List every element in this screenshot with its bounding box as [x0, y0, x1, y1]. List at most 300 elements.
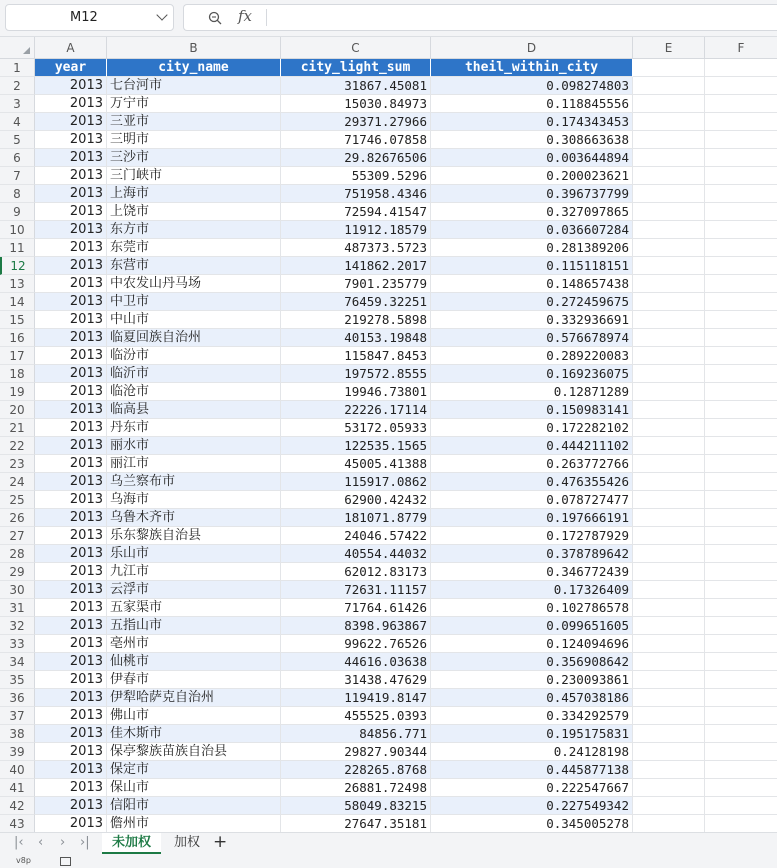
- last-sheet-icon[interactable]: ›|: [80, 835, 90, 850]
- next-sheet-icon[interactable]: ›: [60, 835, 66, 850]
- cell-city-name[interactable]: 三门峡市: [107, 167, 281, 185]
- cell[interactable]: [705, 527, 777, 545]
- cell-theil-within-city[interactable]: 0.195175831: [431, 725, 633, 743]
- cell-city-name[interactable]: 东营市: [107, 257, 281, 275]
- select-all-corner[interactable]: [0, 37, 35, 59]
- row-header[interactable]: 28: [0, 545, 35, 563]
- cell-theil-within-city[interactable]: 0.197666191: [431, 509, 633, 527]
- cell-year[interactable]: 2013: [35, 797, 107, 815]
- cell-city-light-sum[interactable]: 62900.42432: [281, 491, 431, 509]
- cell[interactable]: [705, 761, 777, 779]
- row-header[interactable]: 2: [0, 77, 35, 95]
- cell-city-light-sum[interactable]: 29.82676506: [281, 149, 431, 167]
- cell-city-light-sum[interactable]: 29371.27966: [281, 113, 431, 131]
- cell[interactable]: [633, 815, 705, 832]
- tab-unweighted[interactable]: 未加权: [102, 833, 161, 854]
- cell-year[interactable]: 2013: [35, 527, 107, 545]
- cell[interactable]: [705, 383, 777, 401]
- cell[interactable]: [633, 689, 705, 707]
- cell[interactable]: [633, 95, 705, 113]
- cell[interactable]: [633, 743, 705, 761]
- prev-sheet-icon[interactable]: ‹: [38, 835, 44, 850]
- cell[interactable]: [633, 563, 705, 581]
- cell-year[interactable]: 2013: [35, 581, 107, 599]
- cell[interactable]: [633, 635, 705, 653]
- formula-input[interactable]: [183, 4, 777, 31]
- cell-city-light-sum[interactable]: 122535.1565: [281, 437, 431, 455]
- cell-year[interactable]: 2013: [35, 311, 107, 329]
- cell-theil-within-city[interactable]: 0.124094696: [431, 635, 633, 653]
- cell[interactable]: [633, 509, 705, 527]
- column-header-a[interactable]: A: [35, 37, 107, 59]
- cell-year[interactable]: 2013: [35, 347, 107, 365]
- chevron-down-icon[interactable]: [156, 9, 167, 20]
- cell-city-name[interactable]: 乐东黎族自治县: [107, 527, 281, 545]
- cell-city-light-sum[interactable]: 71746.07858: [281, 131, 431, 149]
- column-header-d[interactable]: D: [431, 37, 633, 59]
- cell-theil-within-city[interactable]: 0.102786578: [431, 599, 633, 617]
- cell-city-light-sum[interactable]: 19946.73801: [281, 383, 431, 401]
- cell-city-name[interactable]: 中农发山丹马场: [107, 275, 281, 293]
- cell-year[interactable]: 2013: [35, 671, 107, 689]
- row-header[interactable]: 8: [0, 185, 35, 203]
- cell-year[interactable]: 2013: [35, 329, 107, 347]
- row-header[interactable]: 18: [0, 365, 35, 383]
- cell-city-name[interactable]: 亳州市: [107, 635, 281, 653]
- cell-city-light-sum[interactable]: 197572.8555: [281, 365, 431, 383]
- cell[interactable]: [705, 473, 777, 491]
- cell-city-light-sum[interactable]: 24046.57422: [281, 527, 431, 545]
- cell-year[interactable]: 2013: [35, 185, 107, 203]
- cell-city-light-sum[interactable]: 22226.17114: [281, 401, 431, 419]
- cell[interactable]: [633, 491, 705, 509]
- cell-city-name[interactable]: 临沂市: [107, 365, 281, 383]
- cell-year[interactable]: 2013: [35, 419, 107, 437]
- row-header[interactable]: 40: [0, 761, 35, 779]
- cell[interactable]: [633, 671, 705, 689]
- cell-theil-within-city[interactable]: 0.332936691: [431, 311, 633, 329]
- cell[interactable]: [633, 347, 705, 365]
- cell-city-name[interactable]: 乐山市: [107, 545, 281, 563]
- tab-weighted[interactable]: 加权: [174, 835, 201, 850]
- cell-theil-within-city[interactable]: 0.12871289: [431, 383, 633, 401]
- row-header[interactable]: 1: [0, 59, 35, 77]
- cell-year[interactable]: 2013: [35, 239, 107, 257]
- cell[interactable]: [633, 257, 705, 275]
- cell-theil-within-city[interactable]: 0.003644894: [431, 149, 633, 167]
- cell[interactable]: [633, 221, 705, 239]
- cell-city-light-sum[interactable]: 31867.45081: [281, 77, 431, 95]
- row-header[interactable]: 37: [0, 707, 35, 725]
- cell-theil-within-city[interactable]: 0.230093861: [431, 671, 633, 689]
- cell-year[interactable]: 2013: [35, 203, 107, 221]
- cell-city-light-sum[interactable]: 31438.47629: [281, 671, 431, 689]
- cell[interactable]: [633, 131, 705, 149]
- row-header[interactable]: 5: [0, 131, 35, 149]
- cell-year[interactable]: 2013: [35, 743, 107, 761]
- cell-city-light-sum[interactable]: 72594.41547: [281, 203, 431, 221]
- cell-city-light-sum[interactable]: 55309.5296: [281, 167, 431, 185]
- cell[interactable]: [633, 725, 705, 743]
- cell-city-light-sum[interactable]: 62012.83173: [281, 563, 431, 581]
- cell[interactable]: [705, 149, 777, 167]
- cell-city-name[interactable]: 中卫市: [107, 293, 281, 311]
- cell-city-light-sum[interactable]: 53172.05933: [281, 419, 431, 437]
- cell-city-name[interactable]: 临夏回族自治州: [107, 329, 281, 347]
- row-header[interactable]: 10: [0, 221, 35, 239]
- name-box[interactable]: [5, 4, 174, 31]
- cell-theil-within-city[interactable]: 0.169236075: [431, 365, 633, 383]
- cell-city-light-sum[interactable]: 11912.18579: [281, 221, 431, 239]
- cell-year[interactable]: 2013: [35, 563, 107, 581]
- cell-year[interactable]: 2013: [35, 383, 107, 401]
- cell[interactable]: [705, 725, 777, 743]
- cell-city-light-sum[interactable]: 29827.90344: [281, 743, 431, 761]
- cell-year[interactable]: 2013: [35, 599, 107, 617]
- cell[interactable]: [705, 437, 777, 455]
- row-header[interactable]: 26: [0, 509, 35, 527]
- column-header-f[interactable]: F: [705, 37, 777, 59]
- cell[interactable]: [705, 167, 777, 185]
- row-header[interactable]: 30: [0, 581, 35, 599]
- cell-city-name[interactable]: 乌兰察布市: [107, 473, 281, 491]
- cell-city-name[interactable]: 临汾市: [107, 347, 281, 365]
- cell-theil-within-city[interactable]: 0.334292579: [431, 707, 633, 725]
- cell-city-name[interactable]: 云浮市: [107, 581, 281, 599]
- cell-year[interactable]: 2013: [35, 167, 107, 185]
- cell-year[interactable]: 2013: [35, 779, 107, 797]
- cell-year[interactable]: 2013: [35, 401, 107, 419]
- cell-city-name[interactable]: 三沙市: [107, 149, 281, 167]
- cell-city-name[interactable]: 乌鲁木齐市: [107, 509, 281, 527]
- cell[interactable]: [633, 113, 705, 131]
- cell-city-name[interactable]: 佛山市: [107, 707, 281, 725]
- cell-year[interactable]: 2013: [35, 761, 107, 779]
- cell-theil-within-city[interactable]: 0.272459675: [431, 293, 633, 311]
- cell[interactable]: [633, 599, 705, 617]
- cell-city-name[interactable]: 东方市: [107, 221, 281, 239]
- column-header-e[interactable]: E: [633, 37, 705, 59]
- cell[interactable]: [705, 59, 777, 77]
- header-cell-year[interactable]: year: [35, 59, 107, 77]
- cell[interactable]: [633, 617, 705, 635]
- cell[interactable]: [633, 293, 705, 311]
- cell-theil-within-city[interactable]: 0.346772439: [431, 563, 633, 581]
- cell-city-name[interactable]: 丹东市: [107, 419, 281, 437]
- cell-city-name[interactable]: 九江市: [107, 563, 281, 581]
- cell[interactable]: [705, 779, 777, 797]
- cell-theil-within-city[interactable]: 0.118845556: [431, 95, 633, 113]
- cell[interactable]: [633, 77, 705, 95]
- row-header[interactable]: 13: [0, 275, 35, 293]
- cell[interactable]: [633, 383, 705, 401]
- cell-city-name[interactable]: 伊犁哈萨克自治州: [107, 689, 281, 707]
- page-view-icon[interactable]: [60, 857, 71, 866]
- row-header[interactable]: 6: [0, 149, 35, 167]
- cell-year[interactable]: 2013: [35, 689, 107, 707]
- cell-city-name[interactable]: 三亚市: [107, 113, 281, 131]
- cell[interactable]: [705, 275, 777, 293]
- cell-theil-within-city[interactable]: 0.396737799: [431, 185, 633, 203]
- row-header[interactable]: 7: [0, 167, 35, 185]
- cell-theil-within-city[interactable]: 0.174343453: [431, 113, 633, 131]
- cell[interactable]: [633, 581, 705, 599]
- cell-city-name[interactable]: 儋州市: [107, 815, 281, 832]
- cell-theil-within-city[interactable]: 0.172787929: [431, 527, 633, 545]
- cell-theil-within-city[interactable]: 0.457038186: [431, 689, 633, 707]
- cell-city-light-sum[interactable]: 45005.41388: [281, 455, 431, 473]
- row-header[interactable]: 11: [0, 239, 35, 257]
- cell-city-light-sum[interactable]: 71764.61426: [281, 599, 431, 617]
- cell[interactable]: [633, 203, 705, 221]
- cell-year[interactable]: 2013: [35, 707, 107, 725]
- cell[interactable]: [705, 419, 777, 437]
- cell[interactable]: [633, 311, 705, 329]
- cell-theil-within-city[interactable]: 0.308663638: [431, 131, 633, 149]
- cell-city-light-sum[interactable]: 487373.5723: [281, 239, 431, 257]
- cell-city-light-sum[interactable]: 115917.0862: [281, 473, 431, 491]
- cell-city-light-sum[interactable]: 219278.5898: [281, 311, 431, 329]
- row-header[interactable]: 29: [0, 563, 35, 581]
- cell-city-light-sum[interactable]: 26881.72498: [281, 779, 431, 797]
- cell-city-light-sum[interactable]: 76459.32251: [281, 293, 431, 311]
- cell[interactable]: [633, 401, 705, 419]
- cell[interactable]: [705, 239, 777, 257]
- cell-year[interactable]: 2013: [35, 275, 107, 293]
- row-header[interactable]: 36: [0, 689, 35, 707]
- cell-city-name[interactable]: 七台河市: [107, 77, 281, 95]
- cell[interactable]: [633, 797, 705, 815]
- cell-city-name[interactable]: 五家渠市: [107, 599, 281, 617]
- cell-theil-within-city[interactable]: 0.263772766: [431, 455, 633, 473]
- cell-city-name[interactable]: 临沧市: [107, 383, 281, 401]
- cell[interactable]: [633, 239, 705, 257]
- cell-theil-within-city[interactable]: 0.445877138: [431, 761, 633, 779]
- row-header[interactable]: 27: [0, 527, 35, 545]
- cell[interactable]: [633, 275, 705, 293]
- cell-theil-within-city[interactable]: 0.476355426: [431, 473, 633, 491]
- cell-theil-within-city[interactable]: 0.148657438: [431, 275, 633, 293]
- cell-city-name[interactable]: 中山市: [107, 311, 281, 329]
- first-sheet-icon[interactable]: |‹: [14, 835, 24, 850]
- zoom-icon[interactable]: [208, 11, 222, 25]
- row-header[interactable]: 4: [0, 113, 35, 131]
- cell[interactable]: [633, 455, 705, 473]
- cell-city-name[interactable]: 信阳市: [107, 797, 281, 815]
- cell[interactable]: [633, 707, 705, 725]
- cell-theil-within-city[interactable]: 0.098274803: [431, 77, 633, 95]
- cell-year[interactable]: 2013: [35, 77, 107, 95]
- row-header[interactable]: 19: [0, 383, 35, 401]
- cell-theil-within-city[interactable]: 0.576678974: [431, 329, 633, 347]
- cell-year[interactable]: 2013: [35, 149, 107, 167]
- row-header[interactable]: 42: [0, 797, 35, 815]
- cell-city-name[interactable]: 上海市: [107, 185, 281, 203]
- cell[interactable]: [705, 797, 777, 815]
- cell-city-light-sum[interactable]: 8398.963867: [281, 617, 431, 635]
- cell[interactable]: [705, 635, 777, 653]
- cell-year[interactable]: 2013: [35, 437, 107, 455]
- cell-city-name[interactable]: 保定市: [107, 761, 281, 779]
- cell-city-name[interactable]: 上饶市: [107, 203, 281, 221]
- cell-city-light-sum[interactable]: 72631.11157: [281, 581, 431, 599]
- cell[interactable]: [705, 617, 777, 635]
- cell-city-name[interactable]: 保山市: [107, 779, 281, 797]
- cell-year[interactable]: 2013: [35, 509, 107, 527]
- cell[interactable]: [705, 185, 777, 203]
- row-header[interactable]: 43: [0, 815, 35, 832]
- row-header[interactable]: 34: [0, 653, 35, 671]
- cell-city-name[interactable]: 三明市: [107, 131, 281, 149]
- cell[interactable]: [633, 329, 705, 347]
- cell[interactable]: [705, 689, 777, 707]
- cell-year[interactable]: 2013: [35, 113, 107, 131]
- spreadsheet-grid[interactable]: [0, 37, 777, 832]
- cell-city-light-sum[interactable]: 7901.235779: [281, 275, 431, 293]
- cell[interactable]: [633, 185, 705, 203]
- cell-theil-within-city[interactable]: 0.444211102: [431, 437, 633, 455]
- row-header[interactable]: 21: [0, 419, 35, 437]
- cell-year[interactable]: 2013: [35, 221, 107, 239]
- cell-city-light-sum[interactable]: 181071.8779: [281, 509, 431, 527]
- cell[interactable]: [633, 59, 705, 77]
- header-cell-city-light-sum[interactable]: city_light_sum: [281, 59, 431, 77]
- cell-year[interactable]: 2013: [35, 815, 107, 832]
- cell[interactable]: [705, 131, 777, 149]
- cell-city-light-sum[interactable]: 15030.84973: [281, 95, 431, 113]
- cell[interactable]: [705, 455, 777, 473]
- cell[interactable]: [633, 761, 705, 779]
- cell-city-light-sum[interactable]: 119419.8147: [281, 689, 431, 707]
- cell[interactable]: [705, 581, 777, 599]
- cell-city-name[interactable]: 五指山市: [107, 617, 281, 635]
- cell[interactable]: [705, 365, 777, 383]
- header-cell-theil-within-city[interactable]: theil_within_city: [431, 59, 633, 77]
- cell-city-name[interactable]: 临高县: [107, 401, 281, 419]
- row-header[interactable]: 41: [0, 779, 35, 797]
- cell-theil-within-city[interactable]: 0.227549342: [431, 797, 633, 815]
- cell[interactable]: [705, 599, 777, 617]
- cell-year[interactable]: 2013: [35, 635, 107, 653]
- cell[interactable]: [705, 509, 777, 527]
- cell-year[interactable]: 2013: [35, 455, 107, 473]
- row-header[interactable]: 25: [0, 491, 35, 509]
- cell[interactable]: [705, 743, 777, 761]
- cell-year[interactable]: 2013: [35, 491, 107, 509]
- add-sheet-button[interactable]: +: [213, 832, 228, 852]
- cell-city-name[interactable]: 伊春市: [107, 671, 281, 689]
- cell-city-name[interactable]: 丽江市: [107, 455, 281, 473]
- cell[interactable]: [705, 221, 777, 239]
- cell[interactable]: [633, 473, 705, 491]
- cell-year[interactable]: 2013: [35, 653, 107, 671]
- row-header[interactable]: 14: [0, 293, 35, 311]
- cell-theil-within-city[interactable]: 0.200023621: [431, 167, 633, 185]
- cell[interactable]: [705, 77, 777, 95]
- cell-theil-within-city[interactable]: 0.099651605: [431, 617, 633, 635]
- cell-city-light-sum[interactable]: 27647.35181: [281, 815, 431, 832]
- cell[interactable]: [705, 653, 777, 671]
- row-header[interactable]: 3: [0, 95, 35, 113]
- cell[interactable]: [633, 653, 705, 671]
- column-header-c[interactable]: C: [281, 37, 431, 59]
- cell[interactable]: [705, 707, 777, 725]
- cell-theil-within-city[interactable]: 0.24128198: [431, 743, 633, 761]
- cell-year[interactable]: 2013: [35, 545, 107, 563]
- row-header[interactable]: 33: [0, 635, 35, 653]
- row-header[interactable]: 38: [0, 725, 35, 743]
- cell-theil-within-city[interactable]: 0.078727477: [431, 491, 633, 509]
- cell-city-light-sum[interactable]: 40153.19848: [281, 329, 431, 347]
- cell-year[interactable]: 2013: [35, 725, 107, 743]
- row-header[interactable]: 12: [0, 257, 35, 275]
- cell-theil-within-city[interactable]: 0.345005278: [431, 815, 633, 832]
- row-header[interactable]: 39: [0, 743, 35, 761]
- row-header[interactable]: 31: [0, 599, 35, 617]
- cell-theil-within-city[interactable]: 0.036607284: [431, 221, 633, 239]
- row-header[interactable]: 16: [0, 329, 35, 347]
- row-header[interactable]: 24: [0, 473, 35, 491]
- cell[interactable]: [705, 545, 777, 563]
- cell[interactable]: [633, 527, 705, 545]
- cell-theil-within-city[interactable]: 0.281389206: [431, 239, 633, 257]
- cell[interactable]: [705, 329, 777, 347]
- cell[interactable]: [705, 671, 777, 689]
- row-header[interactable]: 15: [0, 311, 35, 329]
- cell[interactable]: [705, 113, 777, 131]
- cell-year[interactable]: 2013: [35, 473, 107, 491]
- cell-theil-within-city[interactable]: 0.378789642: [431, 545, 633, 563]
- cell-year[interactable]: 2013: [35, 257, 107, 275]
- cell-city-name[interactable]: 仙桃市: [107, 653, 281, 671]
- cell-theil-within-city[interactable]: 0.222547667: [431, 779, 633, 797]
- cell-city-light-sum[interactable]: 115847.8453: [281, 347, 431, 365]
- cell-year[interactable]: 2013: [35, 95, 107, 113]
- cell-city-light-sum[interactable]: 58049.83215: [281, 797, 431, 815]
- cell-theil-within-city[interactable]: 0.289220083: [431, 347, 633, 365]
- cell[interactable]: [633, 167, 705, 185]
- cell-year[interactable]: 2013: [35, 293, 107, 311]
- row-header[interactable]: 32: [0, 617, 35, 635]
- cell-city-name[interactable]: 保亭黎族苗族自治县: [107, 743, 281, 761]
- cell[interactable]: [633, 545, 705, 563]
- cell[interactable]: [705, 815, 777, 832]
- cell[interactable]: [633, 149, 705, 167]
- cell[interactable]: [633, 437, 705, 455]
- cell-city-name[interactable]: 佳木斯市: [107, 725, 281, 743]
- cell[interactable]: [633, 365, 705, 383]
- cell[interactable]: [705, 203, 777, 221]
- cell-city-name[interactable]: 乌海市: [107, 491, 281, 509]
- cell-city-light-sum[interactable]: 40554.44032: [281, 545, 431, 563]
- row-header[interactable]: 35: [0, 671, 35, 689]
- cell[interactable]: [633, 779, 705, 797]
- cell-theil-within-city[interactable]: 0.356908642: [431, 653, 633, 671]
- cell-theil-within-city[interactable]: 0.327097865: [431, 203, 633, 221]
- cell-theil-within-city[interactable]: 0.172282102: [431, 419, 633, 437]
- cell[interactable]: [705, 311, 777, 329]
- cell-year[interactable]: 2013: [35, 617, 107, 635]
- row-header[interactable]: 22: [0, 437, 35, 455]
- cell-city-light-sum[interactable]: 455525.0393: [281, 707, 431, 725]
- cell[interactable]: [705, 257, 777, 275]
- fx-icon[interactable]: fx: [238, 7, 253, 25]
- row-header[interactable]: 23: [0, 455, 35, 473]
- cell[interactable]: [705, 293, 777, 311]
- row-header[interactable]: 9: [0, 203, 35, 221]
- cell[interactable]: [705, 347, 777, 365]
- cell[interactable]: [705, 563, 777, 581]
